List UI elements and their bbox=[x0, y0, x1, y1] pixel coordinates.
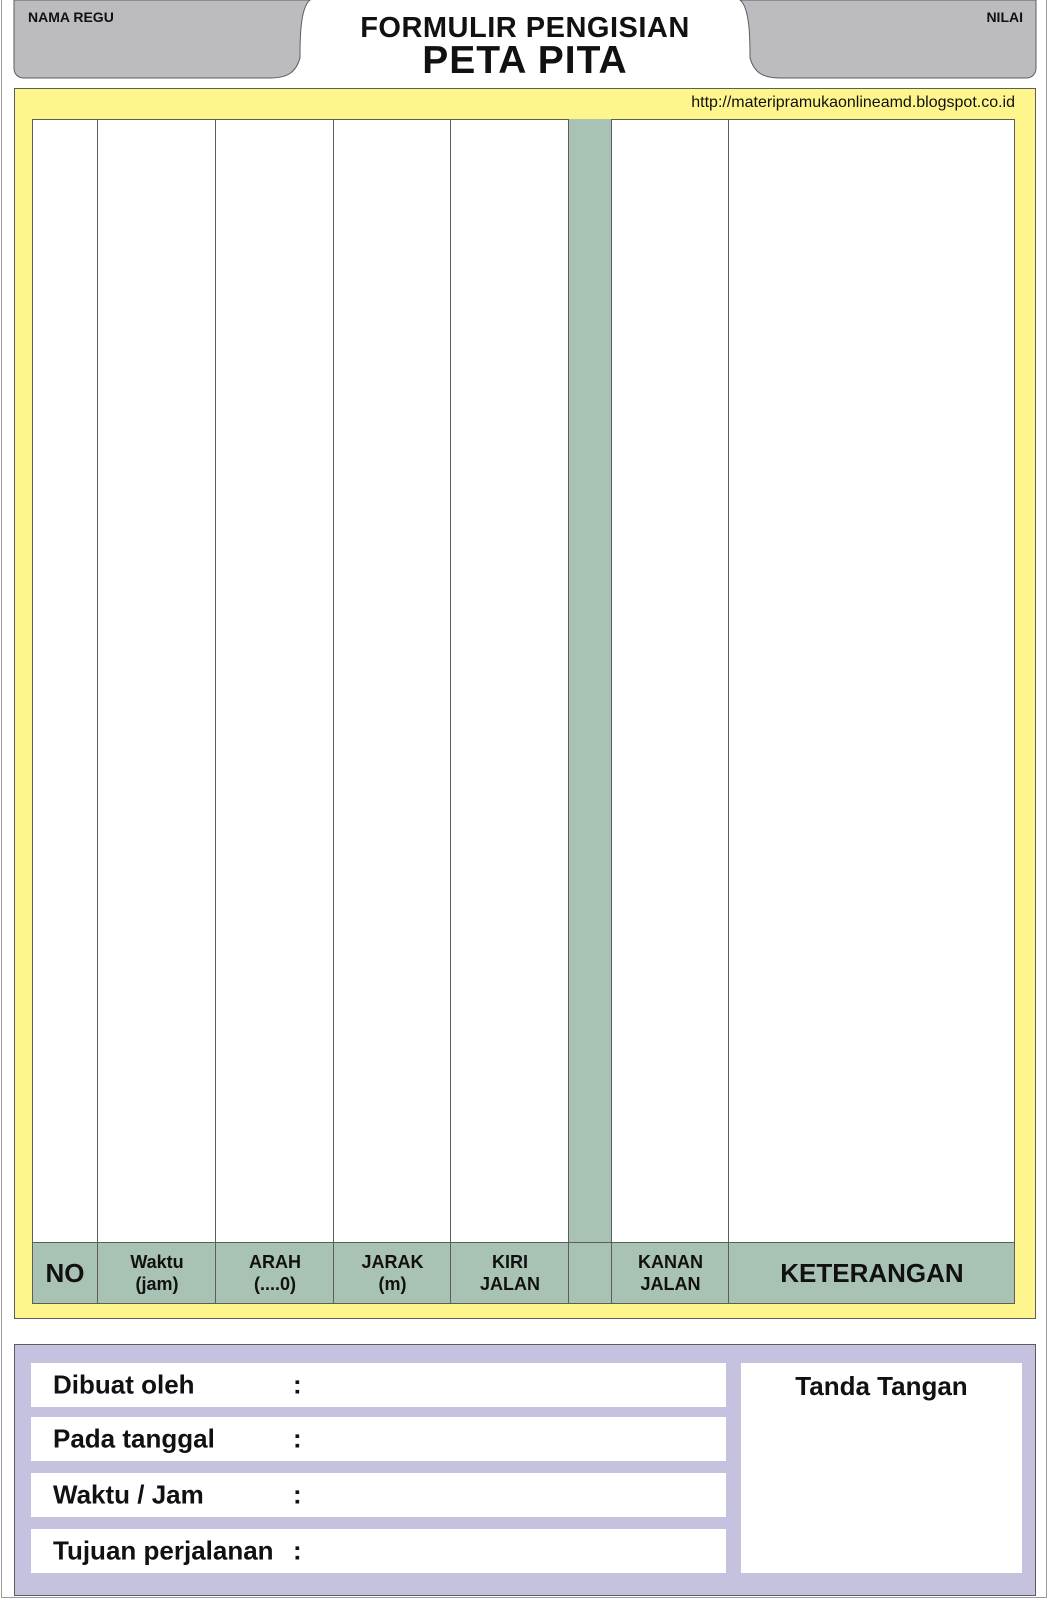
column-waktu[interactable] bbox=[98, 119, 216, 1304]
source-url: http://materipramukaonlineamd.blogspot.co.id bbox=[691, 94, 1015, 111]
field-label: Tujuan perjalanan bbox=[53, 1535, 274, 1566]
column-header-kiri-jalan: KIRI JALAN bbox=[479, 1252, 540, 1294]
field-colon: : bbox=[293, 1423, 302, 1454]
field-label: Waktu / Jam bbox=[53, 1479, 204, 1510]
field-waktu-jam[interactable] bbox=[31, 1473, 726, 1517]
field-colon: : bbox=[293, 1479, 302, 1510]
column-header-keterangan: KETERANGAN bbox=[780, 1258, 964, 1288]
column-header-arah: ARAH (....0) bbox=[249, 1252, 301, 1294]
column-header-no: NO bbox=[45, 1258, 85, 1288]
form-subtitle: PETA PITA bbox=[422, 39, 628, 82]
column-jarak[interactable] bbox=[334, 119, 451, 1304]
road-strip bbox=[569, 119, 612, 1304]
column-kiri-jalan[interactable] bbox=[451, 119, 569, 1304]
field-colon: : bbox=[293, 1369, 302, 1400]
signature-label: Tanda Tangan bbox=[795, 1371, 968, 1401]
field-pada-tanggal[interactable] bbox=[31, 1417, 726, 1461]
field-label: Pada tanggal bbox=[53, 1423, 215, 1454]
column-no[interactable] bbox=[32, 119, 98, 1304]
header-divider bbox=[569, 1242, 612, 1304]
column-header-kanan-jalan: KANAN JALAN bbox=[638, 1252, 703, 1294]
column-kanan-jalan[interactable] bbox=[612, 119, 729, 1304]
column-header-jarak: JARAK (m) bbox=[361, 1252, 424, 1294]
score-label: NILAI bbox=[986, 9, 1023, 25]
form-title: FORMULIR PENGISIAN bbox=[360, 12, 690, 44]
field-tujuan-perjalanan[interactable] bbox=[31, 1529, 726, 1573]
field-colon: : bbox=[293, 1535, 302, 1566]
field-dibuat-oleh[interactable] bbox=[31, 1363, 726, 1407]
column-header-waktu: Waktu (jam) bbox=[130, 1252, 184, 1294]
signature-box[interactable] bbox=[741, 1363, 1022, 1573]
column-arah[interactable] bbox=[216, 119, 334, 1304]
column-keterangan[interactable] bbox=[729, 119, 1015, 1304]
field-label: Dibuat oleh bbox=[53, 1369, 195, 1400]
team-name-label: NAMA REGU bbox=[28, 9, 114, 25]
